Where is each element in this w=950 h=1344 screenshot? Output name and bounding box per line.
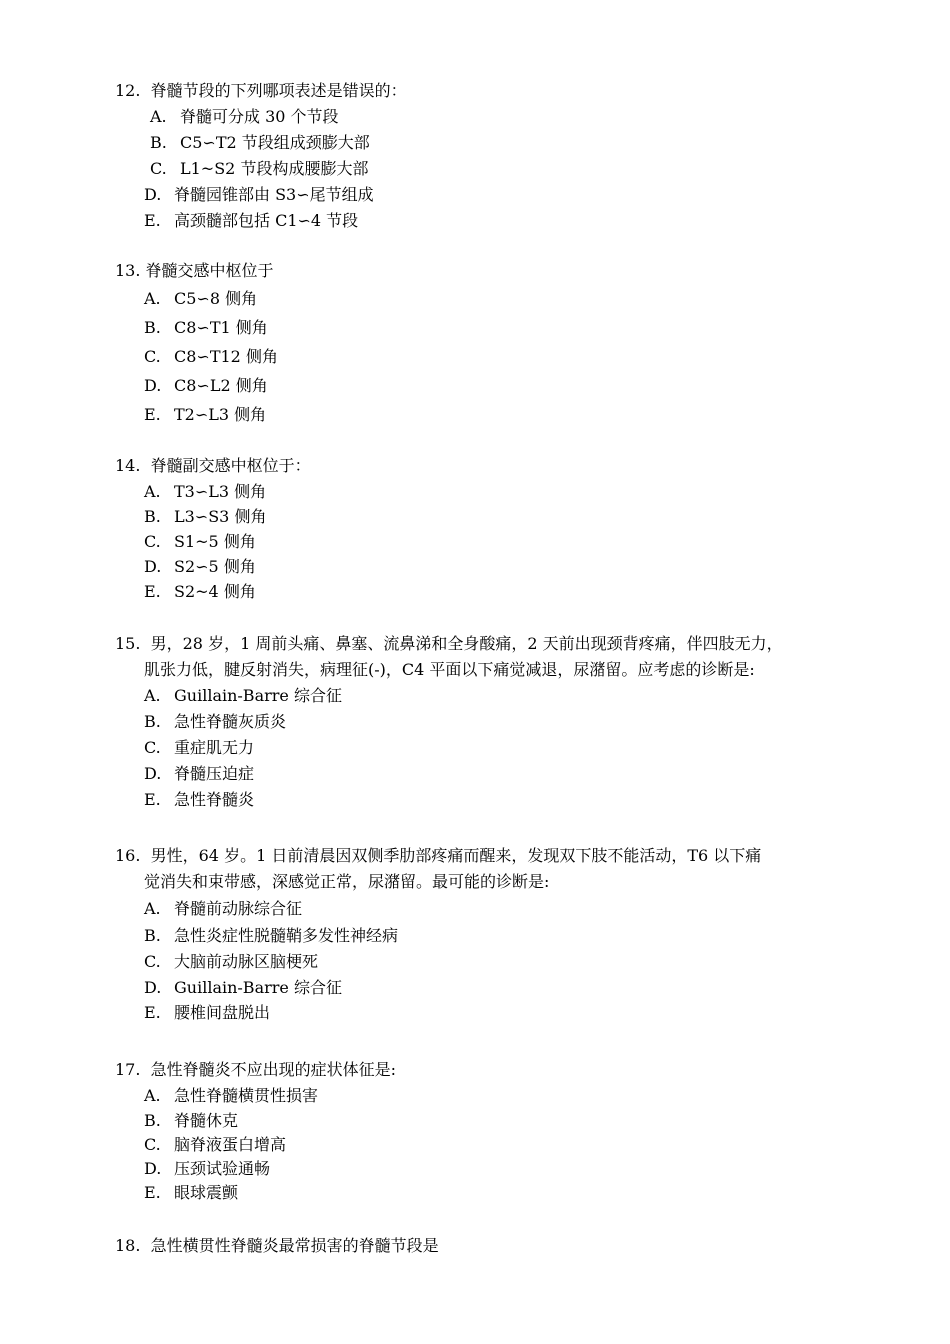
question-15 — [115, 631, 855, 813]
option-e: E. 眼球震颤 — [144, 1183, 239, 1202]
question-16 — [115, 843, 855, 1025]
option-b: B. L3∽S3 侧角 — [144, 507, 267, 526]
option-c: C. 脑脊液蛋白增高 — [144, 1135, 287, 1154]
option-c: C. L1~S2 节段构成腰膨大部 — [150, 159, 369, 178]
option-e: E. T2∽L3 侧角 — [144, 405, 267, 424]
option-e: E. 高颈髓部包括 C1∽4 节段 — [144, 211, 359, 230]
question-stem: 12. 脊髓节段的下列哪项表述是错误的： — [115, 81, 407, 100]
option-d: D. 脊髓园锥部由 S3∽尾节组成 — [144, 185, 374, 204]
option-b: B. 急性脊髓灰质炎 — [144, 712, 287, 731]
option-e: E. 腰椎间盘脱出 — [144, 1003, 271, 1022]
question-stem: 18. 急性横贯性脊髓炎最常损害的脊髓节段是 — [115, 1236, 439, 1255]
option-a: A. 脊髓前动脉综合征 — [144, 899, 303, 918]
question-stem-continued: 觉消失和束带感，深感觉正常，尿潴留。最可能的诊断是: — [144, 872, 550, 891]
option-d: D. C8∽L2 侧角 — [144, 376, 268, 395]
option-b: B. C8∽T1 侧角 — [144, 318, 268, 337]
question-stem: 17. 急性脊髓炎不应出现的症状体征是: — [115, 1060, 397, 1079]
option-d: D. 脊髓压迫症 — [144, 764, 255, 783]
question-stem: 16. 男性，64 岁。1 日前清晨因双侧季肋部疼痛而醒来，发现双下肢不能活动，T6 以下痛 — [115, 846, 762, 865]
option-c: C. 大脑前动脉区脑梗死 — [144, 952, 319, 971]
option-a: A. C5∽8 侧角 — [144, 289, 258, 308]
question-stem: 14. 脊髓副交感中枢位于： — [115, 456, 311, 475]
option-e: E. S2~4 侧角 — [144, 582, 256, 601]
question-14 — [115, 453, 855, 604]
option-b: B. 脊髓休克 — [144, 1111, 239, 1130]
option-a: A. Guillain-Barre 综合征 — [144, 686, 342, 705]
question-17 — [115, 1057, 855, 1205]
option-a: A. 脊髓可分成 30 个节段 — [150, 107, 339, 126]
option-d: D. S2∽5 侧角 — [144, 557, 256, 576]
question-18 — [115, 1233, 855, 1259]
option-c: C. C8∽T12 侧角 — [144, 347, 278, 366]
question-stem: 15. 男，28 岁，1 周前头痛、鼻塞、流鼻涕和全身酸痛，2 天前出现颈背疼痛，伴四肢无力， — [115, 634, 783, 653]
option-a: A. 急性脊髓横贯性损害 — [144, 1086, 319, 1105]
option-d: D. 压颈试验通畅 — [144, 1159, 271, 1178]
option-c: C. S1~5 侧角 — [144, 532, 256, 551]
option-c: C. 重症肌无力 — [144, 738, 255, 757]
question-12 — [115, 78, 855, 234]
question-13 — [115, 258, 855, 429]
option-e: E. 急性脊髓炎 — [144, 790, 255, 809]
option-d: D. Guillain-Barre 综合征 — [144, 978, 342, 997]
option-b: B. 急性炎症性脱髓鞘多发性神经病 — [144, 926, 399, 945]
option-a: A. T3∽L3 侧角 — [144, 482, 267, 501]
question-stem: 13. 脊髓交感中枢位于 — [115, 261, 274, 280]
question-stem-continued: 肌张力低，腱反射消失，病理征(-)，C4 平面以下痛觉减退，尿潴留。应考虑的诊断是: — [144, 660, 755, 679]
option-b: B. C5∽T2 节段组成颈膨大部 — [150, 133, 370, 152]
